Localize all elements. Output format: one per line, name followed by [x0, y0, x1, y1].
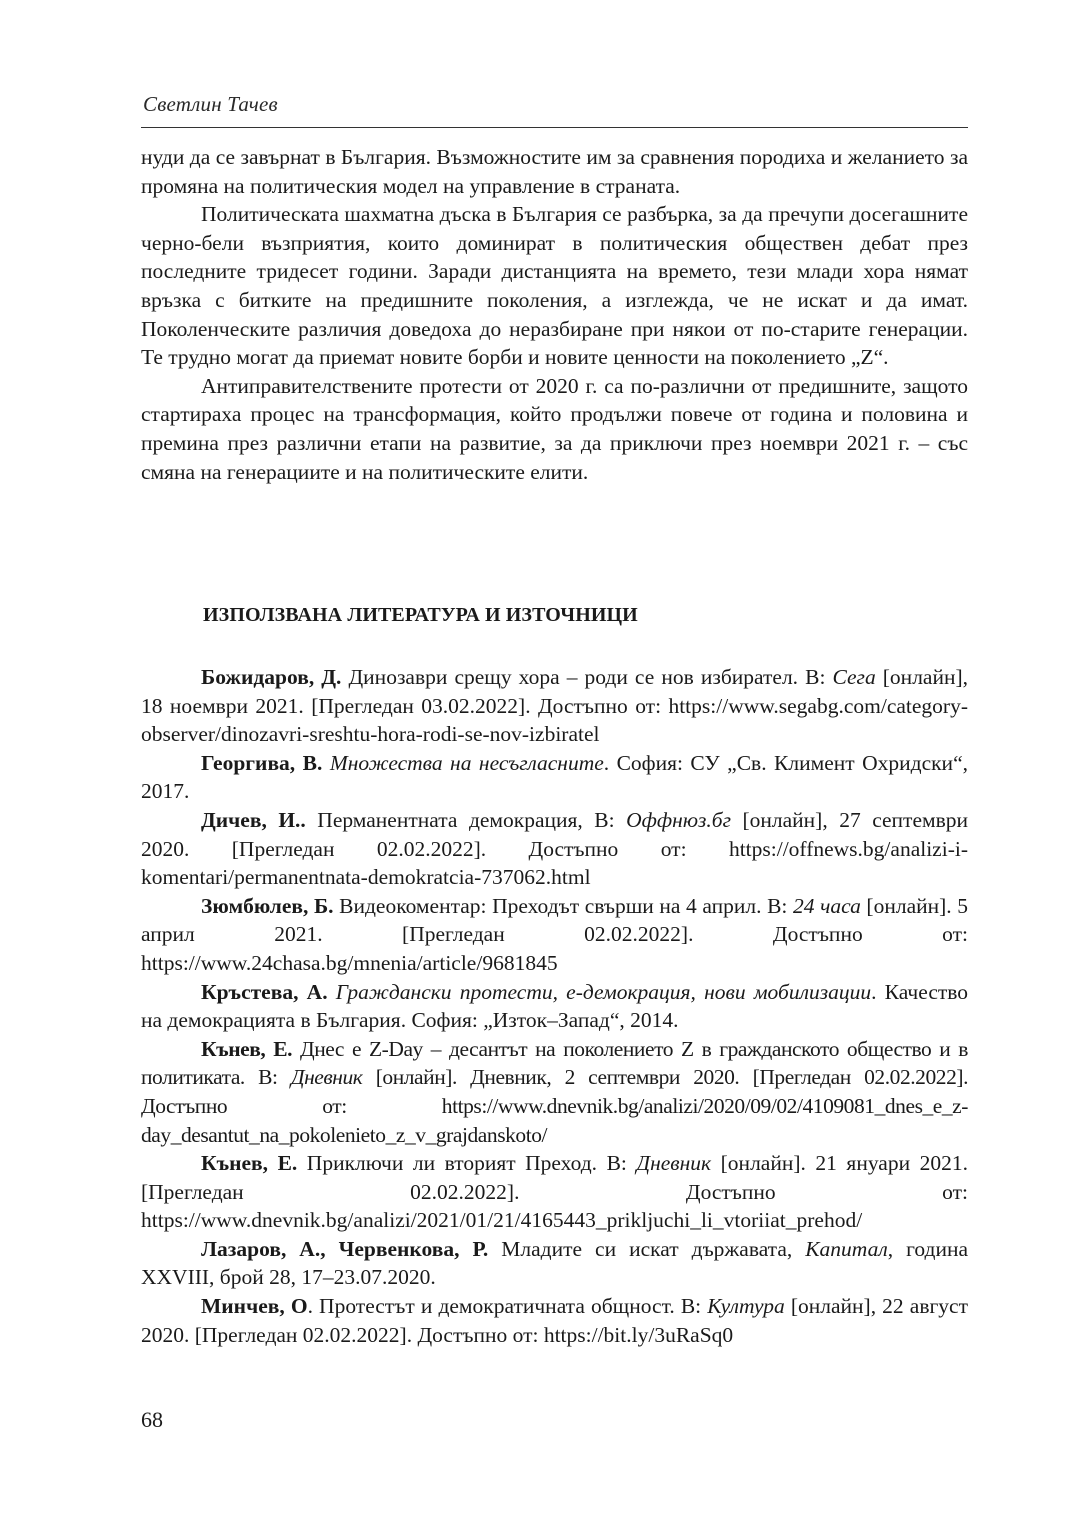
reference-text: Видеокоментар: Преходът свърши на 4 април. В: — [333, 893, 793, 918]
reference-item — [141, 1235, 968, 1292]
reference-item — [141, 892, 968, 978]
reference-text — [328, 980, 336, 1004]
reference-author: Георгива, В. — [201, 750, 323, 775]
reference-item — [141, 978, 968, 1035]
reference-item — [141, 663, 968, 749]
reference-author: Лазаров, А., Червенкова, Р. — [201, 1236, 489, 1261]
reference-text: Динозаври срещу хора – роди се нов избирател. В: — [341, 665, 833, 689]
reference-text — [322, 751, 329, 775]
reference-source: Култура — [707, 1294, 785, 1319]
reference-text: [онлайн], 18 ноември 2021. [Прегледан 03.02.2022]. Достъпно от: https://www.segabg.com/category-observer/dinozavri-sreshtu-hora-rodi-se-nov-izbiratel — [141, 665, 969, 747]
reference-text: [онлайн]. Дневник, 2 септември 2020. [Прегледан 02.02.2022]. Достъпно от: https://www.dnevnik.bg/analizi/2020/09/02/4109081_dnes_e_z-day_desantut_na_pokolenieto_z_v_grajdanskoto/ — [141, 1065, 968, 1147]
reference-item — [141, 806, 968, 892]
body-text — [141, 143, 968, 486]
reference-author: Кръстева, А. — [201, 979, 328, 1004]
body-paragraph: нуди да се завърнат в България. Възможностите им за сравнения породиха и желанието за промяна на политическия модел на управление в страната. — [141, 145, 968, 198]
reference-text: [онлайн], 22 август 2020. [Прегледан 02.02.2022]. Достъпно от: https://bit.ly/3uRaSq0 — [141, 1294, 968, 1347]
reference-source: Капитал — [805, 1236, 888, 1261]
reference-text: . Протестът и демократичната общност. В: — [307, 1294, 708, 1319]
reference-text: Приключи ли вторият Преход. В: — [297, 1151, 637, 1176]
reference-text: Днес е Z-Day – десантът на поколението Z в гражданското общество и в политиката. В: — [141, 1036, 968, 1090]
reference-source: Множества на несъгласните — [329, 750, 604, 775]
reference-text: [онлайн]. 21 януари 2021. [Прегледан 02.02.2022]. Достъпно от: https://www.dnevnik.bg/analizi/2021/01/21/4165443_prikljuchi_li_vtoriiat_prehod/ — [141, 1151, 968, 1233]
reference-author: Зюмбюлев, Б. — [201, 893, 334, 918]
page-number: 68 — [141, 1407, 163, 1432]
reference-author: Дичев, И.. — [201, 807, 306, 832]
reference-item — [141, 1035, 968, 1149]
section-heading: ИЗПОЛЗВАНА ЛИТЕРАТУРА И ИЗТОЧНИЦИ — [203, 604, 638, 626]
reference-item — [141, 1149, 968, 1235]
reference-text: , година XXVIII, брой 28, 17–23.07.2020. — [141, 1236, 968, 1290]
body-paragraph: Антиправителствените протести от 2020 г. са по-различни от предишните, защото стартираха процес на трансформация, който продължи повече от година и половина и премина през различни етапи на развитие, за да приключи през ноември 2021 г. – със смяна на генерациите и на политическите елити. — [141, 373, 968, 484]
reference-text: . Качество на демокрацията в България. София: „Изток–Запад“, 2014. — [141, 979, 969, 1033]
reference-text: Младите си искат държавата, — [488, 1236, 806, 1261]
reference-list — [141, 663, 968, 1349]
reference-source: 24 часа — [793, 893, 861, 918]
reference-text: [онлайн]. 5 април 2021. [Прегледан 02.02.2022]. Достъпно от: https://www.24chasa.bg/mnenia/article/9681845 — [141, 893, 969, 975]
reference-text: Перманентната демокрация, В: — [305, 807, 627, 832]
reference-source: Дневник — [636, 1151, 712, 1176]
reference-author: Минчев, О — [201, 1294, 308, 1319]
reference-author: Кънев, Е. — [201, 1151, 298, 1176]
reference-source: Сега — [832, 665, 876, 689]
reference-source: Оффнюз.бг — [626, 807, 731, 832]
reference-author: Божидаров, Д. — [201, 665, 342, 689]
reference-author: Кънев, Е. — [201, 1036, 293, 1061]
header-rule — [141, 127, 968, 128]
reference-source: Дневник — [290, 1065, 363, 1090]
reference-source: Граждански протести, е-демокрация, нови мобилизации — [335, 979, 872, 1004]
reference-item — [141, 749, 968, 806]
reference-item — [141, 1292, 968, 1349]
body-paragraph: Политическата шахматна дъска в България се разбърка, за да пречупи досегашните черно-бели възприятия, които доминират в политическия обществен дебат през последните тридесет години. Заради дистанцията на времето, тези млади хора нямат връзка с битките на предишните поколения, а изглежда, че не искат и да имат. Поколенческите различия доведоха до неразбиране при някои от по-старите генерации. Те трудно могат да приемат новите борби и новите ценности на поколението „Z“. — [141, 202, 968, 370]
running-head: Светлин Тачев — [143, 92, 278, 116]
reference-text: [онлайн], 27 септември 2020. [Прегледан 02.02.2022]. Достъпно от: https://offnews.bg/analizi-i-komentari/permanentnata-demokratcia-737062.html — [141, 807, 968, 890]
reference-text: . София: СУ „Св. Климент Охридски“, 2017. — [141, 750, 968, 804]
